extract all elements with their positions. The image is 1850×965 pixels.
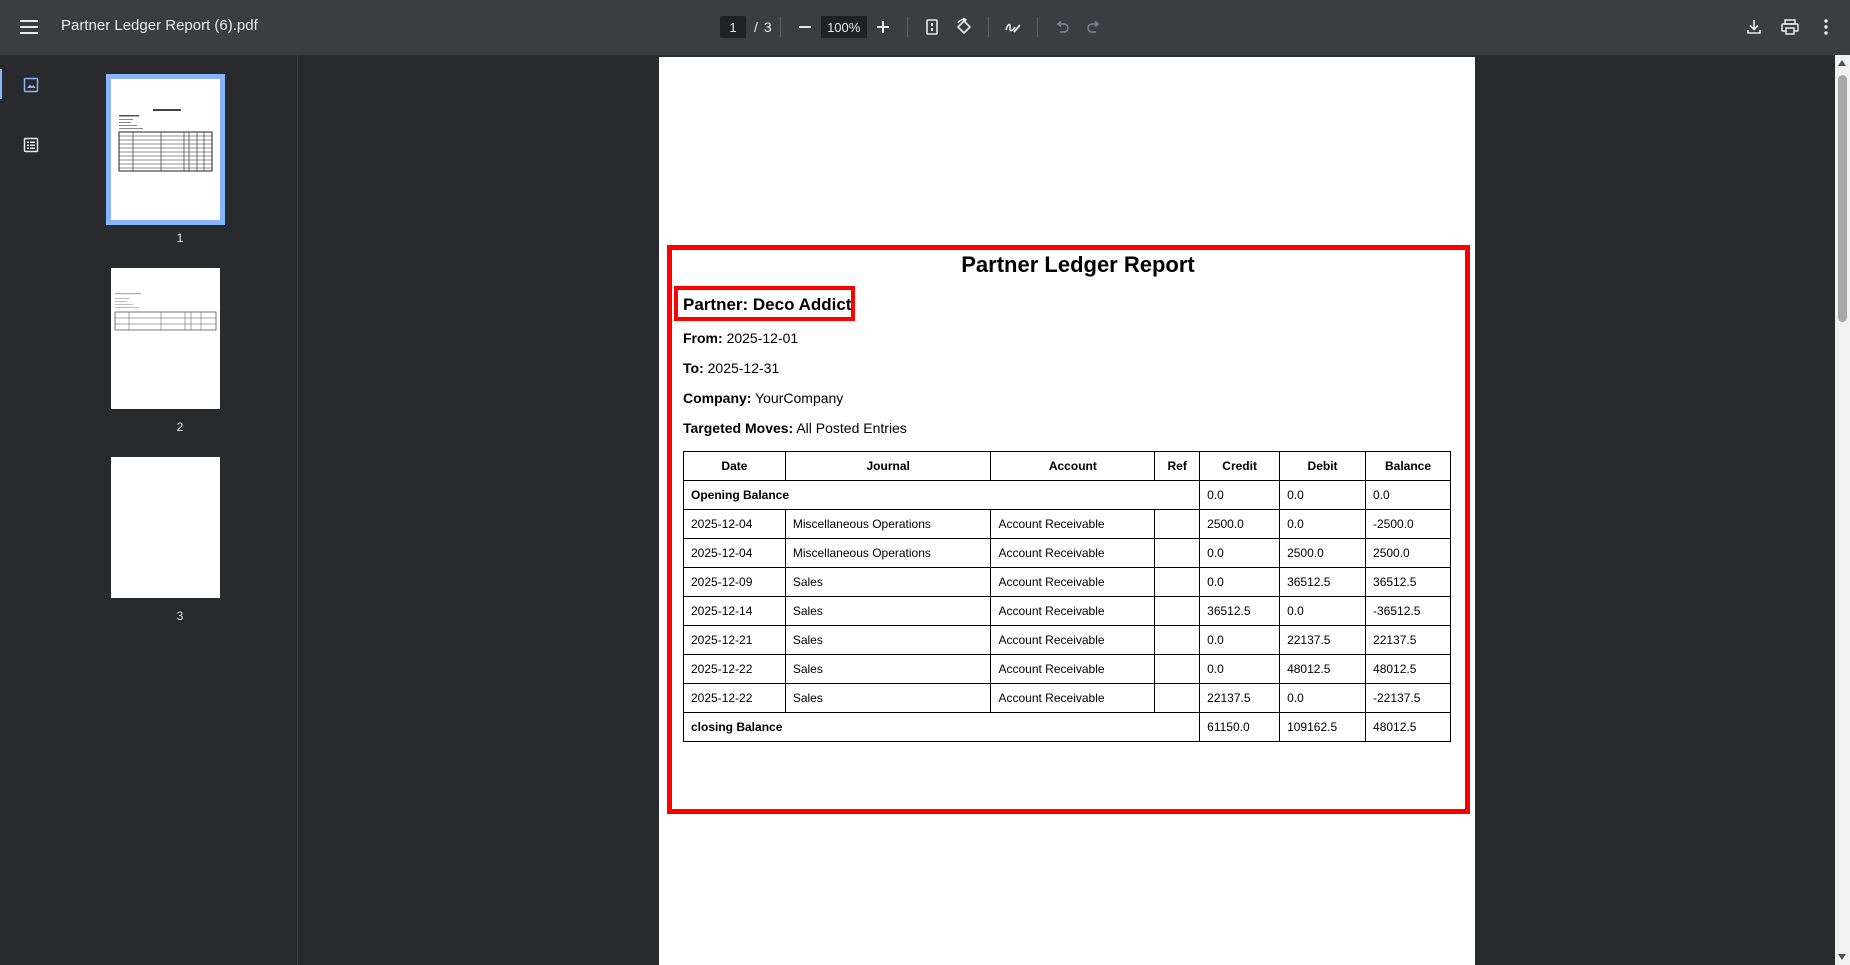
rotate-icon: [955, 18, 973, 36]
zoom-out-icon: [798, 20, 812, 34]
ledger-table: [683, 451, 1451, 742]
menu-button[interactable]: [11, 9, 47, 45]
closing-balance-row: [684, 713, 1451, 742]
thumbnail-label-1: 1: [176, 231, 184, 245]
thumbnails-icon: [23, 77, 39, 93]
ledger-body: [684, 481, 1451, 742]
to-label: To:: [683, 360, 704, 376]
column-header: Journal: [785, 452, 991, 481]
pdf-page: [659, 57, 1475, 965]
cell-journal: Sales: [785, 568, 991, 597]
column-header: Account: [991, 452, 1155, 481]
from-value: 2025-12-01: [726, 330, 799, 346]
download-button[interactable]: [1736, 9, 1772, 45]
cell-ref: [1155, 684, 1200, 713]
cell-balance: -2500.0: [1366, 510, 1451, 539]
toolbar-divider: [780, 17, 781, 37]
opening-balance: 0.0: [1366, 481, 1451, 510]
column-header: Balance: [1366, 452, 1451, 481]
cell-date: 2025-12-22: [684, 655, 786, 684]
document-title: Partner Ledger Report (6).pdf: [61, 17, 258, 34]
opening-credit: 0.0: [1200, 481, 1280, 510]
page-thumbnail-1[interactable]: [111, 79, 220, 220]
cell-ref: [1155, 655, 1200, 684]
cell-balance: -22137.5: [1366, 684, 1451, 713]
pdf-viewer[interactable]: [298, 55, 1835, 965]
cell-date: 2025-12-09: [684, 568, 786, 597]
company-line: [683, 390, 843, 406]
download-icon: [1746, 19, 1762, 35]
company-label: Company:: [683, 390, 752, 406]
pdf-toolbar: [0, 0, 1850, 55]
more-options-button[interactable]: [1808, 9, 1844, 45]
targeted-moves-label: Targeted Moves:: [683, 420, 794, 436]
cell-account: Account Receivable: [991, 568, 1155, 597]
cell-ref: [1155, 597, 1200, 626]
cell-balance: 2500.0: [1366, 539, 1451, 568]
column-header: Credit: [1200, 452, 1280, 481]
cell-date: 2025-12-21: [684, 626, 786, 655]
table-row: [684, 568, 1451, 597]
column-header: Ref: [1155, 452, 1200, 481]
cell-journal: Sales: [785, 655, 991, 684]
print-icon: [1781, 19, 1799, 35]
table-row: [684, 684, 1451, 713]
cell-journal: Sales: [785, 684, 991, 713]
cell-ref: [1155, 568, 1200, 597]
cell-date: 2025-12-22: [684, 684, 786, 713]
toolbar-divider: [1037, 17, 1038, 37]
thumbnail-label-3: 3: [176, 609, 184, 623]
thumbnail-panel: [62, 55, 298, 965]
cell-debit: 0.0: [1280, 597, 1366, 626]
opening-balance-label: Opening Balance: [684, 481, 1200, 510]
cell-account: Account Receivable: [991, 655, 1155, 684]
table-row: [684, 597, 1451, 626]
rotate-button[interactable]: [948, 11, 980, 43]
cell-journal: Sales: [785, 597, 991, 626]
sidebar-rail: [0, 55, 62, 965]
toolbar-divider: [988, 17, 989, 37]
cell-ref: [1155, 539, 1200, 568]
table-row: [684, 510, 1451, 539]
closing-balance-label: closing Balance: [684, 713, 1200, 742]
partner-name: Partner: Deco Addict: [683, 295, 852, 314]
page-thumbnail-3[interactable]: [111, 457, 220, 598]
opening-debit: 0.0: [1280, 481, 1366, 510]
company-value: YourCompany: [755, 390, 844, 406]
from-label: From:: [683, 330, 723, 346]
cell-balance: 22137.5: [1366, 626, 1451, 655]
page-thumbnail-preview: [111, 79, 220, 220]
table-row: [684, 539, 1451, 568]
fit-page-button[interactable]: [916, 11, 948, 43]
cell-journal: Miscellaneous Operations: [785, 510, 991, 539]
cell-balance: 36512.5: [1366, 568, 1451, 597]
table-row: [684, 655, 1451, 684]
cell-date: 2025-12-14: [684, 597, 786, 626]
cell-account: Account Receivable: [991, 597, 1155, 626]
annotate-icon: [1004, 19, 1022, 35]
annotate-button[interactable]: [997, 11, 1029, 43]
table-header-row: [684, 452, 1451, 481]
page-separator: /: [754, 19, 758, 35]
menu-icon: [20, 20, 38, 34]
cell-debit: 0.0: [1280, 684, 1366, 713]
cell-credit: 0.0: [1200, 539, 1280, 568]
scrollbar-thumb[interactable]: [1838, 75, 1847, 322]
undo-button[interactable]: [1046, 11, 1078, 43]
column-header: Debit: [1280, 452, 1366, 481]
cell-credit: 0.0: [1200, 568, 1280, 597]
cell-credit: 0.0: [1200, 655, 1280, 684]
zoom-in-button[interactable]: [867, 11, 899, 43]
cell-account: Account Receivable: [991, 510, 1155, 539]
closing-balance: 48012.5: [1366, 713, 1451, 742]
closing-credit: 61150.0: [1200, 713, 1280, 742]
right-tools: [1736, 9, 1844, 45]
fit-page-icon: [925, 19, 939, 35]
cell-ref: [1155, 626, 1200, 655]
cell-debit: 48012.5: [1280, 655, 1366, 684]
cell-credit: 36512.5: [1200, 597, 1280, 626]
outline-icon: [23, 137, 39, 153]
zoom-out-button[interactable]: [789, 11, 821, 43]
active-indicator: [0, 69, 2, 99]
to-value: 2025-12-31: [707, 360, 780, 376]
cell-journal: Sales: [785, 626, 991, 655]
cell-balance: -36512.5: [1366, 597, 1451, 626]
thumbnails-view-button[interactable]: [13, 67, 49, 103]
scroll-up-arrow-icon[interactable]: [1838, 60, 1846, 66]
thumbnail-label-2: 2: [176, 420, 184, 434]
cell-account: Account Receivable: [991, 626, 1155, 655]
toolbar-divider: [907, 17, 908, 37]
cell-ref: [1155, 510, 1200, 539]
vertical-scrollbar[interactable]: [1835, 55, 1850, 965]
page-thumbnail-preview: [111, 268, 220, 409]
cell-debit: 0.0: [1280, 510, 1366, 539]
zoom-input[interactable]: 100%: [821, 16, 867, 38]
more-vert-icon: [1824, 19, 1828, 35]
print-button[interactable]: [1772, 9, 1808, 45]
cell-journal: Miscellaneous Operations: [785, 539, 991, 568]
cell-date: 2025-12-04: [684, 510, 786, 539]
page-total: 3: [763, 19, 772, 35]
cell-debit: 36512.5: [1280, 568, 1366, 597]
redo-icon: [1087, 21, 1101, 33]
cell-date: 2025-12-04: [684, 539, 786, 568]
cell-account: Account Receivable: [991, 539, 1155, 568]
table-row: [684, 626, 1451, 655]
scroll-down-arrow-icon[interactable]: [1838, 954, 1846, 960]
page-number-input[interactable]: 1: [720, 16, 746, 38]
column-header: Date: [684, 452, 786, 481]
opening-balance-row: [684, 481, 1451, 510]
cell-credit: 0.0: [1200, 626, 1280, 655]
page-thumbnail-2[interactable]: [111, 268, 220, 409]
cell-account: Account Receivable: [991, 684, 1155, 713]
cell-debit: 2500.0: [1280, 539, 1366, 568]
zoom-in-icon: [876, 20, 890, 34]
report-title: Partner Ledger Report: [961, 252, 1195, 277]
from-line: [683, 330, 798, 346]
cell-balance: 48012.5: [1366, 655, 1451, 684]
page-controls: [720, 9, 1110, 45]
targeted-moves-value: All Posted Entries: [796, 420, 907, 436]
cell-credit: 2500.0: [1200, 510, 1280, 539]
undo-icon: [1055, 21, 1069, 33]
to-line: [683, 360, 779, 376]
cell-credit: 22137.5: [1200, 684, 1280, 713]
targeted-moves-line: [683, 420, 907, 436]
closing-debit: 109162.5: [1280, 713, 1366, 742]
outline-view-button[interactable]: [13, 127, 49, 163]
redo-button[interactable]: [1078, 11, 1110, 43]
cell-debit: 22137.5: [1280, 626, 1366, 655]
